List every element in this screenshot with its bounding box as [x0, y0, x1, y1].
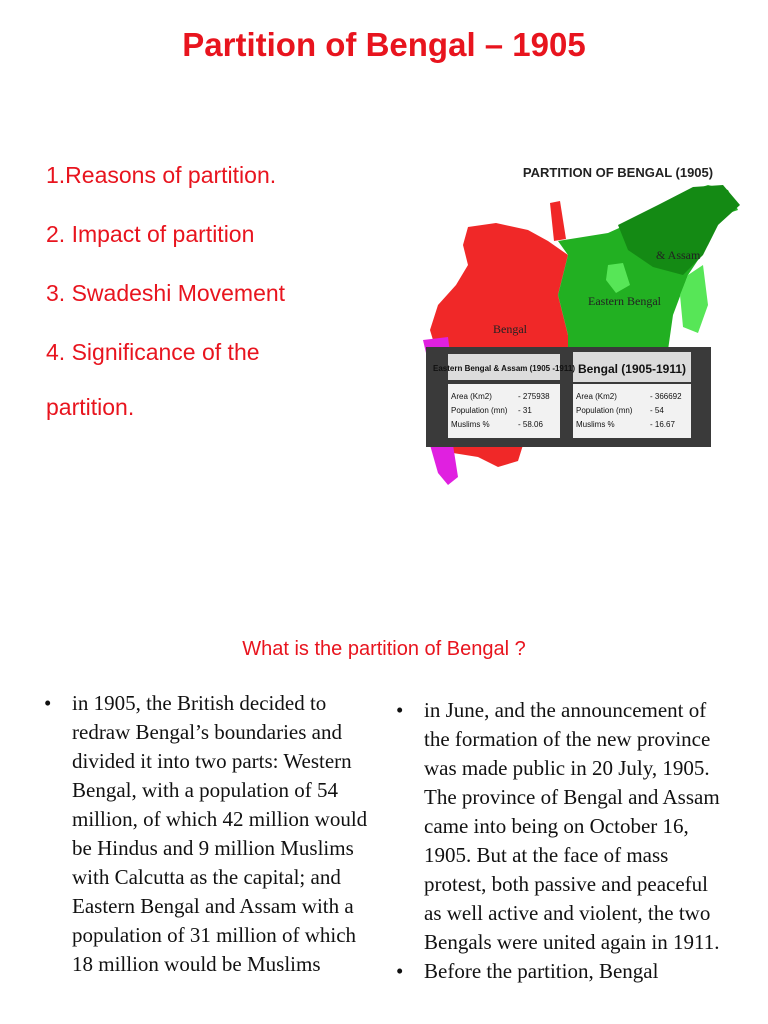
info-right-label: Population (mn) [576, 406, 633, 415]
slide-title: Partition of Bengal – 1905 [182, 26, 586, 63]
slide-what-is-partition [0, 600, 768, 1024]
partition-map [418, 155, 748, 490]
bullet-item: • in June, and the announcement of the formation of the new province was made public in 20 July, 1905. The province of Bengal and Assam came into being on October 16, 1905. But at the face of mass protest, both passive and peaceful as well active and violent, the two Bengals were united again in 1911. [396, 696, 726, 957]
info-left-label: Population (mn) [451, 406, 508, 415]
info-left-value: - 275938 [518, 392, 550, 401]
map-region-magenta-south [430, 445, 458, 485]
map-region-red-top [550, 201, 566, 241]
agenda-item: 2. Impact of partition [46, 221, 255, 247]
map-label-eastern-bengal: Eastern Bengal [588, 294, 661, 308]
bullet-column-left [44, 689, 374, 979]
info-left-label: Area (Km2) [451, 392, 492, 401]
bullet-item: • in 1905, the British decided to redraw Bengal’s boundaries and divided it into two parts: Western Bengal, with a population of 54 million, of which 42 million would be Hindus and 9 million Muslims with Calcutta as the capital; and Eastern Bengal and Assam with a population of 31 million of which 18 million would be Muslims [44, 689, 374, 979]
map-label-bengal: Bengal [493, 322, 527, 336]
agenda-item: 4. Significance of the partition. [46, 339, 260, 420]
bullet-item: • Before the partition, Bengal [396, 957, 726, 986]
info-left-value: - 31 [518, 406, 532, 415]
agenda-item: 3. Swadeshi Movement [46, 280, 286, 306]
info-left-value: - 58.06 [518, 420, 543, 429]
info-box-left-heading: Eastern Bengal & Assam (1905 -1911) [433, 364, 575, 373]
agenda-item: 1.Reasons of partition. [46, 162, 277, 188]
map-label-assam: & Assam [656, 248, 701, 262]
info-right-label: Muslims % [576, 420, 615, 429]
agenda-list [46, 160, 346, 464]
info-right-value: - 366692 [650, 392, 682, 401]
info-right-label: Area (Km2) [576, 392, 617, 401]
info-box-right-heading: Bengal (1905-1911) [577, 362, 687, 376]
info-right-value: - 54 [650, 406, 664, 415]
map-title: PARTITION OF BENGAL (1905) [522, 165, 714, 180]
info-left-label: Muslims % [451, 420, 490, 429]
bullet-column-right [396, 696, 726, 986]
info-right-value: - 16.67 [650, 420, 675, 429]
slide-subtitle: What is the partition of Bengal ? [242, 638, 526, 660]
